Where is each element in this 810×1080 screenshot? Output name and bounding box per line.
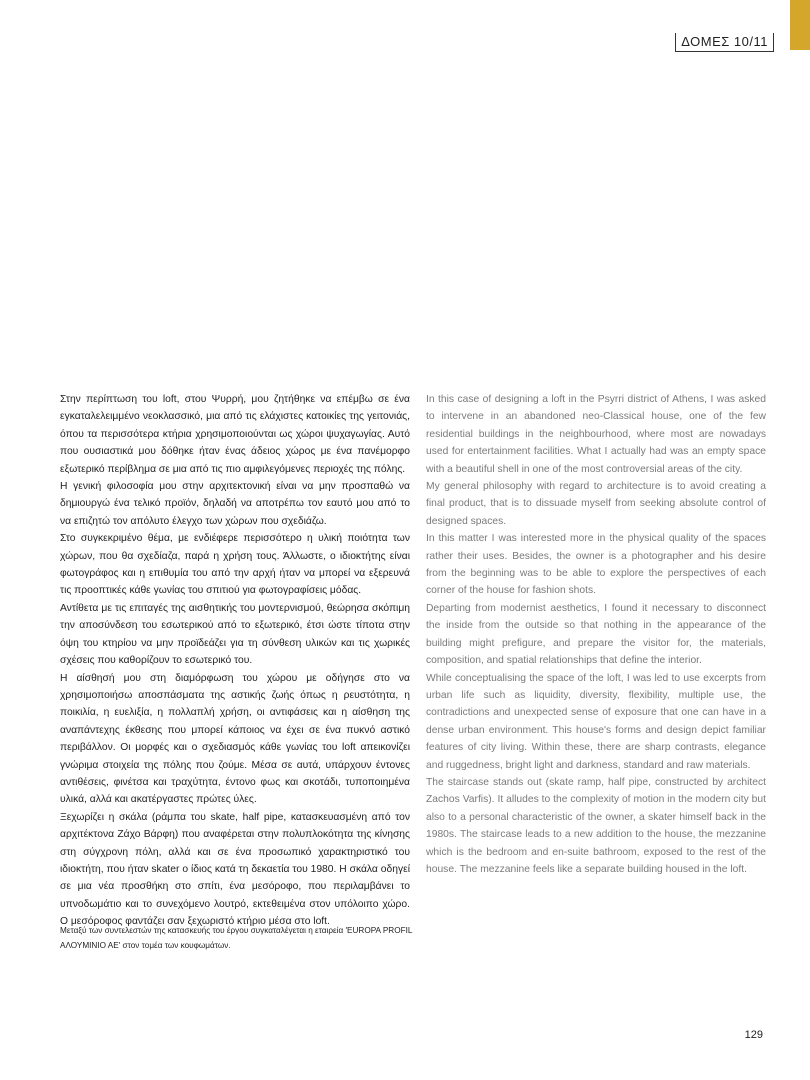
english-text-column bbox=[426, 391, 766, 878]
gold-accent-tab bbox=[790, 0, 810, 50]
english-paragraph: The staircase stands out (skate ramp, half pipe, constructed by architect Zachos Varfis). It alludes to the complexity of motion in the modern city but also to a personal characteristic of the owner, a skater himself back in the 1980s. The staircase leads to a new addition to the house, the mezzanine which is the bedroom and en-suite bathroom, exposed to the rest of the house. The mezzanine feels like a separate building housed in the loft. bbox=[426, 776, 766, 875]
greek-paragraph: Αντίθετα με τις επιταγές της αισθητικής του μοντερνισμού, θεώρησα σκόπιμη την αποσύνδεση του εσωτερικού από το εξωτερικό, έτσι ώστε τίποτα στην όψη του κτηρίου να μην προϊδεάζει για τη σύνθεση υλικών και τις χωρικές σχέσεις που καθορίζουν το εσωτερικό του. bbox=[60, 602, 410, 667]
greek-text-column bbox=[60, 391, 410, 931]
credits-note bbox=[60, 923, 420, 953]
greek-paragraph: Στην περίπτωση του loft, στου Ψυρρή, μου ζητήθηκε να επέμβω σε ένα εγκαταλελειμμένο νεοκλασσικό, μια από τις ελάχιστες κατοικίες της γειτονιάς, όπου τα περισσότερα κτήρια χρησιμοποιούνται ως χώροι ψυχαγωγίας. Αυτό που ουσιαστικά μου δόθηκε ήταν ένας άδειος χώρος με ένα πανέμορφο εξωτερικό περίβλημα σε μια από τις πιο αμφιλεγόμενες περιοχές της πόλης. bbox=[60, 394, 410, 475]
greek-paragraph: Η γενική φιλοσοφία μου στην αρχιτεκτονική είναι να μην προσπαθώ να δημιουργώ ένα τελικό προϊόν, δηλαδή να αποτρέπω τον εαυτό μου από το να επιζητώ τον απόλυτο έλεγχο των χώρων που σχεδιάζω. bbox=[60, 481, 410, 527]
greek-paragraph: Ξεχωρίζει η σκάλα (ράμπα του skate, half pipe, κατασκευασμένη από τον αρχιτέκτονα Ζάχο Βάρφη) που αναφέρεται στην πολυπλοκότητα της κίνησης στη σύγχρονη πόλη, αλλά και σε ένα προσωπικό χαρακτηριστικό του ιδιοκτήτη, που ήταν skater ο ίδιος κατά τη δεκαετία του 1980. Η σκάλα οδηγεί σε μια νέα προσθήκη στο σπίτι, ένα μεσόροφο, που περιλαμβάνει το υπνοδωμάτιο και το συνεχόμενο λουτρό, εκτεθειμένα στον υπόλοιπο χώρο. Ο μεσόροφος φαντάζει σαν ξεχωριστό κτήριο μέσα στο loft. bbox=[60, 811, 410, 928]
english-paragraph: My general philosophy with regard to architecture is to avoid creating a final product, that is to dissuade myself from seeking absolute control of designed spaces. bbox=[426, 481, 766, 527]
english-paragraph: While conceptualising the space of the loft, I was led to use excerpts from urban life such as liquidity, diversity, flexibility, multiple use, the contradictions and unexpected sense of exposure that one can have in a dense urban environment. This house's forms and design depict familiar features of city living. Within these, there are sharp contrasts, elegance and ruggedness, bright light and darkness, standard and raw materials. bbox=[426, 672, 766, 771]
page-number: 129 bbox=[744, 1029, 763, 1041]
magazine-header-label: ΔΟΜΕΣ 10/11 bbox=[675, 33, 774, 52]
english-paragraph: In this case of designing a loft in the Psyrri district of Athens, I was asked to intervene in an abandoned neo-Classical house, one of the few residential buildings in the neighbourhood, where most are nowadays used for entertainment facilities. What I actually had was an empty space with a beautiful shell in one of the most controversial areas of the city. bbox=[426, 394, 766, 475]
credits-text: Μεταξύ των συντελεστών της κατασκευής του έργου συγκαταλέγεται η εταιρεία 'EUROPA PROFIL ΑΛΟΥΜΙΝΙΟ ΑΕ' στον τομέα των κουφωμάτων. bbox=[60, 926, 413, 950]
english-paragraph: In this matter I was interested more in the physical quality of the spaces rather their uses. Besides, the owner is a photographer and his desire from the beginning was to be able to explore the perspectives of each corner of the house for fashion shots. bbox=[426, 533, 766, 597]
english-paragraph: Departing from modernist aesthetics, I found it necessary to disconnect the inside from the outside so that nothing in the appearance of the building might prefigure, and prepare the visitor for, the materials, composition, and spatial relationships that define the interior. bbox=[426, 602, 766, 667]
greek-paragraph: Στο συγκεκριμένο θέμα, με ενδιέφερε περισσότερο η υλική ποιότητα των χώρων, που θα σχεδίαζα, παρά η χρήση τους. Άλλωστε, ο ιδιοκτήτης είναι φωτογράφος και η επιθυμία του από την αρχή ήταν να μπορεί να εξερευνά τις προοπτικές κάθε γωνίας του σπιτιού για φωτογραφίσεις μόδας. bbox=[60, 533, 410, 597]
greek-paragraph: Η αίσθησή μου στη διαμόρφωση του χώρου με οδήγησε στο να χρησιμοποιήσω αποσπάσματα της αστικής ζωής όπως η ρευστότητα, η ποικιλία, η ευελιξία, η πολλαπλή χρήση, οι αντιφάσεις και η αίσθηση της αναπάντεχης έκθεσης που μπορεί κάποιος να έχει σε ένα πυκνό αστικό περιβάλλον. Οι μορφές και ο σχεδιασμός κάθε γωνίας του loft απεικονίζει γνώριμα στοιχεία της πόλης που ζούμε. Μέσα σε αυτά, υπάρχουν έντονες αντιθέσεις, φινέτσα και τραχύτητα, έντονο φως και σκοτάδι, τυποποιημένα υλικά, αλλά και ακατέργαστες πρώτες ύλες. bbox=[60, 672, 410, 806]
